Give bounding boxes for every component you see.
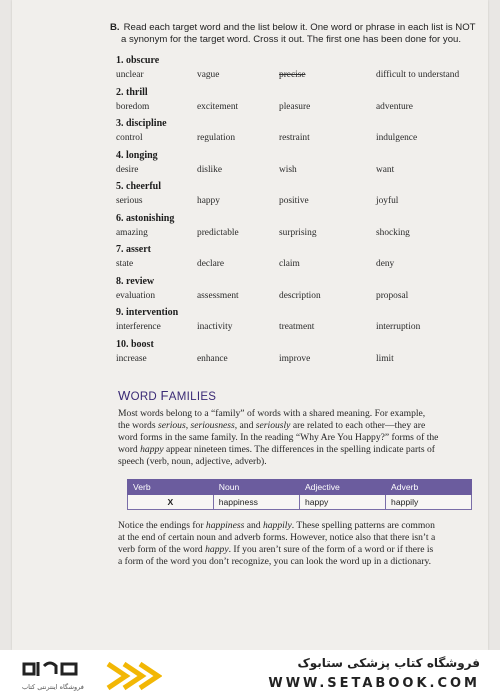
synonym-option[interactable]: surprising <box>279 227 317 238</box>
synonym-option[interactable]: declare <box>197 259 225 269</box>
cell-noun: happiness <box>213 495 299 510</box>
synonym-option[interactable]: desire <box>116 164 139 175</box>
synonym-option[interactable]: proposal <box>376 290 409 301</box>
synonym-option[interactable]: positive <box>279 196 309 206</box>
synonym-option[interactable]: serious <box>116 196 143 206</box>
synonym-option[interactable]: interruption <box>376 322 421 332</box>
synonym-option[interactable]: deny <box>376 259 395 269</box>
synonym-option[interactable]: joyful <box>376 196 399 206</box>
synonym-option[interactable]: precise <box>279 70 306 80</box>
synonym-option[interactable]: restraint <box>279 133 310 143</box>
synonym-option[interactable]: state <box>116 259 134 269</box>
header-adjective: Adjective <box>299 480 385 495</box>
synonym-option[interactable]: increase <box>116 353 147 364</box>
exercise-letter: B. <box>110 22 120 33</box>
cell-adjective: happy <box>299 495 385 510</box>
table-row <box>128 495 472 510</box>
cell-adverb: happily <box>386 495 472 510</box>
synonym-option[interactable]: difficult to understand <box>376 70 460 80</box>
synonym-option[interactable]: enhance <box>197 353 228 364</box>
synonym-option[interactable]: predictable <box>197 227 239 238</box>
target-word: 1. obscure <box>116 55 160 66</box>
endings-paragraph: Notice the endings for happiness and happily. These spelling patterns are common at the end of certain noun and adverb forms. However, notice also that there isn’t a verb form of the word happy. If you aren’t sure of the form of a word or if there is a form of the word you don’t recognize, you can look the word up in a dictionary. <box>118 520 436 567</box>
target-word: 9. intervention <box>116 307 179 318</box>
exercise-instructions <box>110 22 480 46</box>
instruction-line-2: a synonym for the target word. Cross it out. The first one has been done for you. <box>121 34 462 45</box>
synonym-option[interactable]: pleasure <box>279 101 311 112</box>
synonym-option[interactable]: boredom <box>116 101 150 112</box>
synonym-option[interactable]: improve <box>279 353 311 364</box>
target-word: 8. review <box>116 275 155 287</box>
target-word: 2. thrill <box>116 86 148 98</box>
synonym-option[interactable]: wish <box>279 164 297 175</box>
word-form-table <box>127 479 472 510</box>
target-word: 5. cheerful <box>116 181 161 192</box>
header-adverb: Adverb <box>386 480 472 495</box>
synonym-option[interactable]: want <box>376 164 395 175</box>
synonym-option[interactable]: description <box>279 290 321 301</box>
synonym-option[interactable]: amazing <box>116 227 148 238</box>
table-header-row <box>128 480 472 495</box>
header-verb: Verb <box>128 480 214 495</box>
synonym-option[interactable]: unclear <box>116 70 144 80</box>
logo-subtitle: فروشگاه اینترنتی کتاب <box>22 683 84 691</box>
target-word: 4. longing <box>116 149 158 161</box>
target-word: 7. assert <box>116 244 151 255</box>
synonym-option[interactable]: excitement <box>197 101 239 112</box>
synonym-option[interactable]: assessment <box>197 290 239 301</box>
target-word: 6. astonishing <box>116 212 175 224</box>
synonym-option[interactable]: adventure <box>376 101 413 112</box>
word-families-paragraph: Most words belong to a “family” of words with a shared meaning. For example, the words serious, seriousness, and seriously are related to each other—they are word forms in the same family. In the reading “Why Are You Happy?” forms of the word happy appear nineteen times. The differences in the spelling indicate parts of speech (verb, noun, adjective, adverb). <box>118 408 439 467</box>
instruction-line-1: Read each target word and the list below it. One word or phrase in each list is NOT <box>123 22 476 33</box>
synonym-option[interactable]: treatment <box>279 322 315 332</box>
section-heading: WORD FAMILIES <box>118 388 217 403</box>
synonym-option[interactable]: control <box>116 133 143 143</box>
header-noun: Noun <box>213 480 299 495</box>
synonym-option[interactable]: claim <box>279 259 300 269</box>
cell-verb: X <box>128 495 214 510</box>
target-word: 3. discipline <box>116 118 167 129</box>
store-name: فروشگاه کتاب پزشکی ستابوک <box>297 656 480 670</box>
synonym-option[interactable]: shocking <box>376 227 410 238</box>
synonym-option[interactable]: limit <box>376 353 394 364</box>
setabook-logo-icon <box>18 656 90 682</box>
synonym-option[interactable]: inactivity <box>197 322 233 332</box>
synonym-option[interactable]: dislike <box>197 164 222 175</box>
synonym-option[interactable]: regulation <box>197 133 236 143</box>
store-url[interactable]: WWW.SETABOOK.COM <box>268 676 480 691</box>
synonym-option[interactable]: interference <box>116 322 161 332</box>
target-word: 10. boost <box>116 338 154 350</box>
chevron-logo-icon <box>104 660 162 692</box>
synonym-option[interactable]: happy <box>197 196 220 206</box>
synonym-option[interactable]: indulgence <box>376 133 418 143</box>
synonym-option[interactable]: evaluation <box>116 290 156 301</box>
synonym-option[interactable]: vague <box>197 70 220 80</box>
